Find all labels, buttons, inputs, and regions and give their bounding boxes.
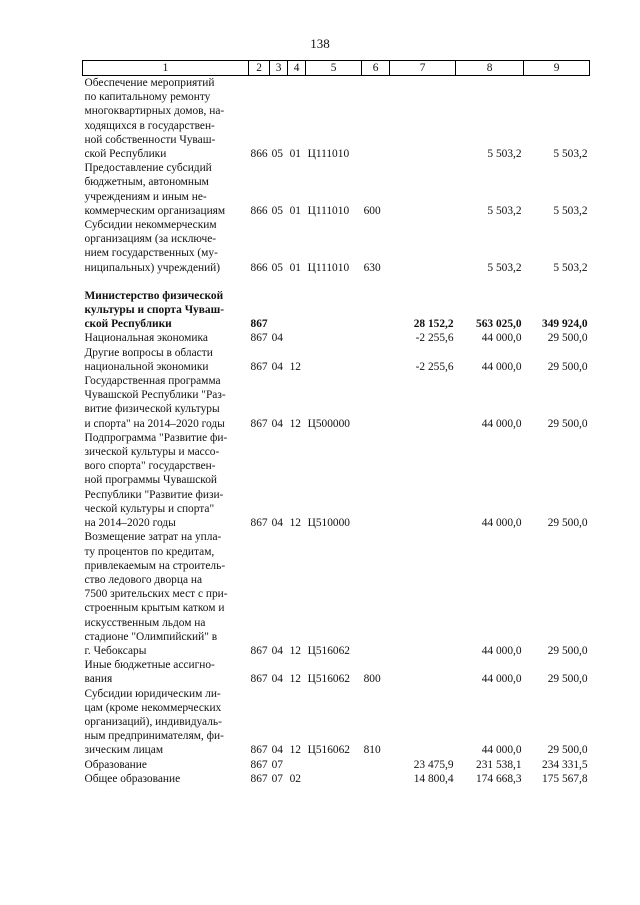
- expense-type: [362, 431, 390, 530]
- row-name-line: ство ледового дворца на: [84, 573, 203, 586]
- amount-2017: 29 500,0: [547, 673, 588, 686]
- expense-type: [362, 374, 390, 431]
- ministry-code: 867: [250, 758, 268, 771]
- expense-type: [362, 289, 390, 332]
- row-name: [83, 758, 249, 772]
- row-name: [83, 218, 249, 275]
- ministry-code: 867: [250, 332, 268, 345]
- row-name-line: вого спорта" государствен-: [84, 460, 216, 473]
- row-name-line: Субсидии некоммерческим: [84, 219, 217, 232]
- row-name-line: Общее образование: [84, 772, 181, 785]
- spacer-cell: [83, 275, 590, 289]
- subsection-code: 01: [289, 148, 301, 161]
- amount-2015: [390, 374, 456, 431]
- subsection-code: 12: [289, 360, 301, 373]
- table-row: [83, 218, 590, 275]
- section-code: 07: [271, 758, 283, 771]
- row-name: [83, 76, 249, 162]
- section-code: 04: [271, 360, 283, 373]
- row-name: [83, 772, 249, 786]
- section-code: 04: [271, 673, 283, 686]
- page-number: 138: [310, 36, 330, 51]
- row-name: [83, 530, 249, 658]
- column-header: 2: [249, 61, 270, 76]
- amount-2017: 349 924,0: [542, 318, 588, 331]
- row-name-line: Обеспечение мероприятий: [84, 77, 215, 89]
- row-name: [83, 687, 249, 758]
- ministry-code: 867: [250, 644, 268, 657]
- amount-2017: 234 331,5: [542, 758, 588, 771]
- row-name-line: 7500 зрительских мест с при-: [84, 588, 228, 601]
- table-row: [83, 772, 590, 786]
- row-name-line: ходящихся в государствен-: [84, 119, 215, 132]
- row-name: [83, 331, 249, 345]
- row-name-line: на 2014–2020 годы: [84, 517, 176, 530]
- target-article: Ц111010: [307, 148, 350, 161]
- subsection-code: 02: [289, 772, 301, 785]
- amount-2015: [390, 530, 456, 658]
- section-code: 05: [271, 148, 283, 161]
- row-name-line: организациям (за исключе-: [84, 233, 217, 246]
- expense-type: [362, 76, 390, 162]
- row-name-line: ской Республики: [84, 148, 167, 161]
- row-name-line: нием государственных (му-: [84, 247, 218, 260]
- section-code: 04: [271, 517, 283, 530]
- amount-2016: 5 503,2: [487, 148, 522, 161]
- ministry-code: 867: [250, 772, 268, 785]
- subsection-code: 12: [289, 673, 301, 686]
- section-code: [270, 289, 288, 332]
- column-header: 8: [456, 61, 524, 76]
- row-name-line: ческой культуры и спорта": [84, 502, 215, 515]
- amount-2016: 5 503,2: [487, 204, 522, 217]
- row-name-line: привлекаемым на строитель-: [84, 559, 226, 572]
- amount-2016: 174 668,3: [476, 772, 522, 785]
- row-name-line: ным предпринимателям, фи-: [84, 730, 224, 743]
- table-row: [83, 346, 590, 374]
- section-code: 04: [271, 744, 283, 757]
- row-name-line: ной собственности Чуваш-: [84, 133, 216, 146]
- row-name-line: и спорта" на 2014–2020 годы: [84, 417, 225, 430]
- amount-2017: 5 503,2: [553, 261, 588, 274]
- table-row: [83, 161, 590, 218]
- row-name-line: по капитальному ремонту: [84, 91, 211, 104]
- ministry-code: 867: [250, 318, 268, 331]
- expense-type: 630: [363, 261, 381, 274]
- row-name: [83, 289, 249, 332]
- row-name: [83, 658, 249, 686]
- row-name-line: зическим лицам: [84, 744, 164, 757]
- row-name: [83, 374, 249, 431]
- expense-type: [362, 758, 390, 772]
- row-name-line: Республики "Развитие физи-: [84, 488, 224, 501]
- amount-2015: [390, 218, 456, 275]
- ministry-code: 867: [250, 417, 268, 430]
- row-name-line: ту процентов по кредитам,: [84, 545, 215, 558]
- subsection-code: [288, 289, 306, 332]
- row-name-line: Национальная экономика: [84, 332, 208, 345]
- row-name-line: Чувашской Республики "Раз-: [84, 389, 226, 402]
- column-header: 3: [270, 61, 288, 76]
- subsection-code: 12: [289, 744, 301, 757]
- subsection-code: 01: [289, 204, 301, 217]
- amount-2017: 5 503,2: [553, 148, 588, 161]
- amount-2016: 44 000,0: [481, 644, 522, 657]
- row-name-line: Государственная программа: [84, 375, 221, 388]
- expense-type: [362, 772, 390, 786]
- amount-2017: 29 500,0: [547, 744, 588, 757]
- table-row: [83, 374, 590, 431]
- ministry-code: 867: [250, 673, 268, 686]
- table-row: [83, 431, 590, 530]
- expense-type: 600: [363, 204, 381, 217]
- expense-type: 800: [363, 673, 381, 686]
- target-article: [306, 758, 362, 772]
- table-row: [83, 530, 590, 658]
- table-row: [83, 687, 590, 758]
- table-row: [83, 658, 590, 686]
- subsection-code: 12: [289, 644, 301, 657]
- target-article: [306, 346, 362, 374]
- row-name: [83, 161, 249, 218]
- amount-2015: -2 255,6: [415, 360, 454, 373]
- amount-2016: 231 538,1: [476, 758, 522, 771]
- row-name-line: бюджетным, автономным: [84, 176, 209, 189]
- amount-2015: -2 255,6: [415, 332, 454, 345]
- row-name-line: многоквартирных домов, на-: [84, 105, 225, 118]
- target-article: Ц510000: [307, 517, 350, 530]
- expense-type: [362, 530, 390, 658]
- section-code: 04: [271, 417, 283, 430]
- table-row: [83, 76, 590, 162]
- amount-2016: 44 000,0: [481, 673, 522, 686]
- column-header: 5: [306, 61, 362, 76]
- table-row: [83, 289, 590, 332]
- section-code: 07: [271, 772, 283, 785]
- amount-2015: 28 152,2: [413, 318, 454, 331]
- row-name-line: цам (кроме некоммерческих: [84, 701, 222, 714]
- amount-2017: 29 500,0: [547, 517, 588, 530]
- ministry-code: 866: [250, 204, 268, 217]
- column-header: 6: [362, 61, 390, 76]
- section-code: 05: [271, 261, 283, 274]
- spacer-row: [83, 275, 590, 289]
- amount-2016: 44 000,0: [481, 417, 522, 430]
- amount-2015: [390, 161, 456, 218]
- amount-2017: 29 500,0: [547, 360, 588, 373]
- section-code: 05: [271, 204, 283, 217]
- target-article: [306, 289, 362, 332]
- amount-2016: 44 000,0: [481, 332, 522, 345]
- amount-2016: 44 000,0: [481, 744, 522, 757]
- amount-2016: 44 000,0: [481, 360, 522, 373]
- ministry-code: 867: [250, 517, 268, 530]
- row-name-line: Другие вопросы в области: [84, 346, 213, 359]
- target-article: Ц516062: [307, 744, 350, 757]
- ministry-code: 866: [250, 148, 268, 161]
- table-row: [83, 758, 590, 772]
- row-name-line: Образование: [84, 758, 147, 771]
- subsection-code: [288, 758, 306, 772]
- target-article: Ц500000: [307, 417, 350, 430]
- target-article: [306, 772, 362, 786]
- target-article: Ц111010: [307, 261, 350, 274]
- column-header: 9: [524, 61, 590, 76]
- column-header: 4: [288, 61, 306, 76]
- amount-2016: 563 025,0: [476, 318, 522, 331]
- subsection-code: 01: [289, 261, 301, 274]
- amount-2017: 29 500,0: [547, 644, 588, 657]
- row-name-line: искусственным льдом на: [84, 616, 206, 629]
- row-name-line: зической культуры и массо-: [84, 446, 220, 459]
- amount-2015: [390, 76, 456, 162]
- row-name-line: ской Республики: [84, 318, 172, 331]
- row-name-line: культуры и спорта Чуваш-: [84, 304, 225, 317]
- expense-type: [362, 346, 390, 374]
- amount-2015: [390, 658, 456, 686]
- row-name-line: г. Чебоксары: [84, 644, 147, 657]
- row-name-line: Предоставление субсидий: [84, 162, 212, 175]
- row-name-line: стадионе "Олимпийский" в: [84, 630, 218, 643]
- column-header: 1: [83, 61, 249, 76]
- section-code: 04: [271, 332, 283, 345]
- target-article: Ц516062: [307, 644, 350, 657]
- column-header: 7: [390, 61, 456, 76]
- row-name: [83, 431, 249, 530]
- ministry-code: 866: [250, 261, 268, 274]
- row-name-line: Возмещение затрат на упла-: [84, 531, 222, 544]
- section-code: 04: [271, 644, 283, 657]
- row-name-line: ниципальных) учреждений): [84, 261, 221, 274]
- ministry-code: 867: [250, 360, 268, 373]
- amount-2015: [390, 687, 456, 758]
- row-name-line: национальной экономики: [84, 360, 209, 373]
- target-article: [306, 331, 362, 345]
- expense-type: 810: [363, 744, 381, 757]
- row-name-line: Субсидии юридическим ли-: [84, 687, 221, 700]
- row-name-line: учреждениям и иным не-: [84, 190, 207, 203]
- subsection-code: 12: [289, 417, 301, 430]
- row-name-line: ной программы Чувашской: [84, 474, 218, 487]
- amount-2016: 44 000,0: [481, 517, 522, 530]
- amount-2017: 29 500,0: [547, 332, 588, 345]
- subsection-code: [288, 331, 306, 345]
- amount-2015: [390, 431, 456, 530]
- row-name-line: вания: [84, 673, 113, 686]
- row-name-line: организаций), индивидуаль-: [84, 715, 222, 728]
- row-name-line: Министерство физической: [84, 289, 224, 302]
- target-article: Ц516062: [307, 673, 350, 686]
- amount-2015: 14 800,4: [413, 772, 454, 785]
- row-name-line: Подпрограмма "Развитие фи-: [84, 431, 228, 444]
- row-name-line: коммерческим организациям: [84, 204, 226, 217]
- row-name-line: Иные бюджетные ассигно-: [84, 659, 215, 672]
- budget-table: [82, 60, 590, 786]
- row-name: [83, 346, 249, 374]
- amount-2017: 5 503,2: [553, 204, 588, 217]
- subsection-code: 12: [289, 517, 301, 530]
- expense-type: [362, 331, 390, 345]
- row-name-line: строенным крытым катком и: [84, 602, 225, 615]
- amount-2017: 29 500,0: [547, 417, 588, 430]
- table-row: [83, 331, 590, 345]
- table-header-row: [83, 61, 590, 76]
- target-article: Ц111010: [307, 204, 350, 217]
- ministry-code: 867: [250, 744, 268, 757]
- amount-2017: 175 567,8: [542, 772, 588, 785]
- amount-2016: 5 503,2: [487, 261, 522, 274]
- amount-2015: 23 475,9: [413, 758, 454, 771]
- row-name-line: витие физической культуры: [84, 403, 220, 416]
